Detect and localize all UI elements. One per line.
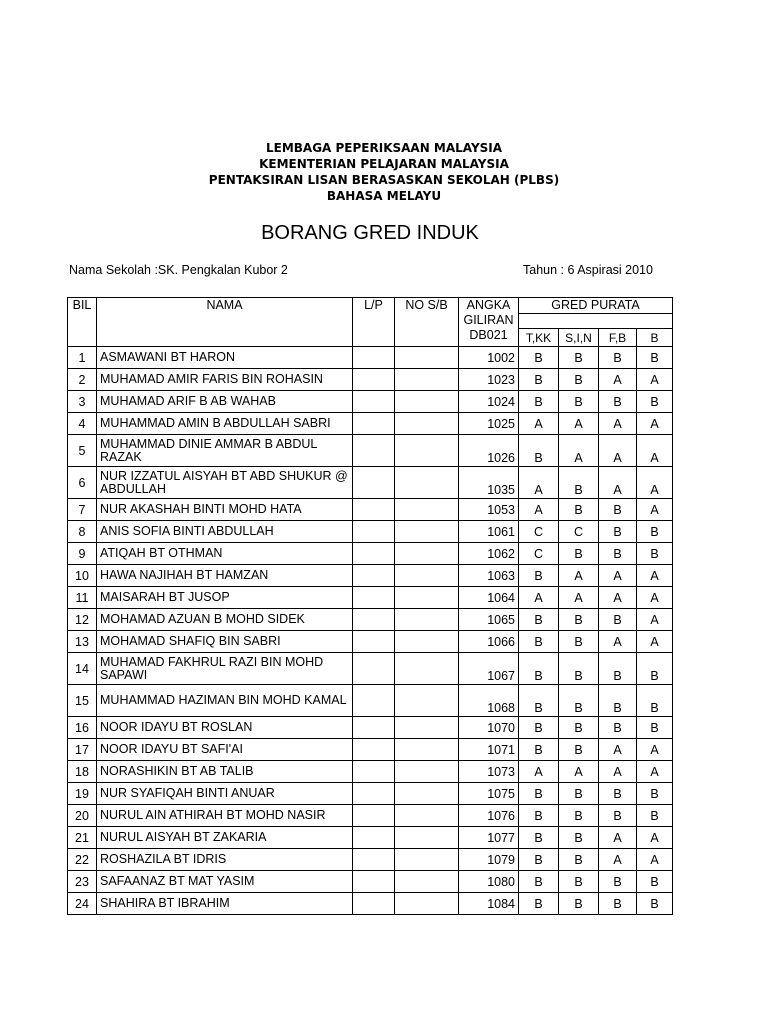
cell-angka: 1073 — [459, 761, 519, 783]
cell-nama: MUHAMAD ARIF B AB WAHAB — [97, 391, 353, 413]
cell-nama: ATIQAH BT OTHMAN — [97, 543, 353, 565]
cell-angka: 1024 — [459, 391, 519, 413]
col-header-nosb: NO S/B — [395, 298, 459, 347]
table-row — [68, 499, 673, 521]
cell-g2: B — [559, 827, 599, 849]
cell-g3: A — [599, 631, 637, 653]
cell-nama: NURUL AISYAH BT ZAKARIA — [97, 827, 353, 849]
cell-bil: 7 — [68, 499, 97, 521]
cell-nama: NUR IZZATUL AISYAH BT ABD SHUKUR @ ABDULLAH — [97, 467, 353, 499]
cell-angka: 1026 — [459, 435, 519, 467]
cell-g2: B — [559, 849, 599, 871]
cell-angka: 1079 — [459, 849, 519, 871]
cell-angka: 1053 — [459, 499, 519, 521]
cell-nosb — [395, 827, 459, 849]
cell-g1: B — [519, 717, 559, 739]
cell-g2: B — [559, 369, 599, 391]
cell-bil: 13 — [68, 631, 97, 653]
cell-g3: B — [599, 783, 637, 805]
cell-g2: B — [559, 499, 599, 521]
year-class-line: Tahun : 6 Aspirasi 2010 — [523, 263, 653, 277]
cell-bil: 8 — [68, 521, 97, 543]
cell-g2: B — [559, 609, 599, 631]
table-row — [68, 369, 673, 391]
cell-g2: A — [559, 761, 599, 783]
cell-nosb — [395, 761, 459, 783]
table-row — [68, 871, 673, 893]
cell-angka: 1067 — [459, 653, 519, 685]
table-row — [68, 783, 673, 805]
cell-g1: B — [519, 685, 559, 717]
table-row — [68, 717, 673, 739]
cell-g4: B — [637, 871, 673, 893]
cell-g3: B — [599, 609, 637, 631]
cell-g3: A — [599, 761, 637, 783]
cell-g1: B — [519, 565, 559, 587]
cell-lp — [353, 805, 395, 827]
cell-g3: B — [599, 543, 637, 565]
cell-nosb — [395, 467, 459, 499]
cell-bil: 12 — [68, 609, 97, 631]
cell-angka: 1063 — [459, 565, 519, 587]
cell-bil: 4 — [68, 413, 97, 435]
cell-angka: 1077 — [459, 827, 519, 849]
cell-bil: 24 — [68, 893, 97, 915]
cell-lp — [353, 413, 395, 435]
cell-g1: C — [519, 521, 559, 543]
cell-angka: 1080 — [459, 871, 519, 893]
cell-g1: B — [519, 435, 559, 467]
cell-nama: SAFAANAZ BT MAT YASIM — [97, 871, 353, 893]
cell-g1: B — [519, 893, 559, 915]
cell-g1: A — [519, 761, 559, 783]
col-header-nama: NAMA — [97, 298, 353, 347]
cell-nosb — [395, 783, 459, 805]
cell-g1: B — [519, 783, 559, 805]
cell-g4: A — [637, 413, 673, 435]
cell-nosb — [395, 609, 459, 631]
cell-g1: B — [519, 609, 559, 631]
col-header-b: B — [637, 329, 673, 347]
cell-nama: ANIS SOFIA BINTI ABDULLAH — [97, 521, 353, 543]
table-row — [68, 849, 673, 871]
angka-label: ANGKA — [466, 298, 511, 312]
cell-g1: A — [519, 467, 559, 499]
cell-g1: B — [519, 347, 559, 369]
table-header-row — [68, 298, 673, 314]
cell-nama: MOHAMAD SHAFIQ BIN SABRI — [97, 631, 353, 653]
cell-g3: B — [599, 893, 637, 915]
cell-g3: A — [599, 369, 637, 391]
cell-nama: ROSHAZILA BT IDRIS — [97, 849, 353, 871]
cell-g2: B — [559, 805, 599, 827]
cell-nosb — [395, 435, 459, 467]
cell-lp — [353, 739, 395, 761]
cell-g4: B — [637, 347, 673, 369]
cell-g4: A — [637, 631, 673, 653]
cell-angka: 1068 — [459, 685, 519, 717]
table-row — [68, 827, 673, 849]
cell-g3: B — [599, 347, 637, 369]
table-body — [68, 347, 673, 915]
cell-lp — [353, 467, 395, 499]
cell-g3: A — [599, 467, 637, 499]
cell-angka: 1084 — [459, 893, 519, 915]
cell-g3: A — [599, 739, 637, 761]
cell-g4: A — [637, 761, 673, 783]
cell-g4: A — [637, 467, 673, 499]
cell-g3: B — [599, 871, 637, 893]
table-row — [68, 521, 673, 543]
cell-angka: 1065 — [459, 609, 519, 631]
cell-nosb — [395, 391, 459, 413]
cell-g2: B — [559, 871, 599, 893]
cell-g2: B — [559, 893, 599, 915]
cell-g1: B — [519, 653, 559, 685]
cell-angka: 1076 — [459, 805, 519, 827]
cell-g2: B — [559, 739, 599, 761]
cell-nosb — [395, 631, 459, 653]
cell-lp — [353, 435, 395, 467]
cell-g4: A — [637, 849, 673, 871]
cell-bil: 14 — [68, 653, 97, 685]
cell-nosb — [395, 805, 459, 827]
cell-g1: B — [519, 871, 559, 893]
cell-g4: B — [637, 543, 673, 565]
table-row — [68, 391, 673, 413]
cell-g4: B — [637, 521, 673, 543]
cell-g4: B — [637, 717, 673, 739]
col-header-angka-giliran — [459, 298, 519, 347]
cell-g3: A — [599, 565, 637, 587]
cell-angka: 1070 — [459, 717, 519, 739]
cell-lp — [353, 543, 395, 565]
cell-angka: 1062 — [459, 543, 519, 565]
table-row — [68, 435, 673, 467]
col-header-sin: S,I,N — [559, 329, 599, 347]
table-row — [68, 467, 673, 499]
cell-nosb — [395, 685, 459, 717]
cell-g2: A — [559, 587, 599, 609]
cell-g2: B — [559, 653, 599, 685]
cell-g4: B — [637, 391, 673, 413]
col-header-fb: F,B — [599, 329, 637, 347]
cell-angka: 1066 — [459, 631, 519, 653]
cell-bil: 18 — [68, 761, 97, 783]
cell-lp — [353, 587, 395, 609]
table-row — [68, 653, 673, 685]
cell-lp — [353, 761, 395, 783]
cell-nama: MUHAMMAD DINIE AMMAR B ABDUL RAZAK — [97, 435, 353, 467]
cell-g1: B — [519, 369, 559, 391]
cell-bil: 3 — [68, 391, 97, 413]
cell-nosb — [395, 739, 459, 761]
cell-nama: NOOR IDAYU BT SAFI'AI — [97, 739, 353, 761]
cell-bil: 1 — [68, 347, 97, 369]
cell-g1: B — [519, 805, 559, 827]
col-header-lp: L/P — [353, 298, 395, 347]
cell-lp — [353, 499, 395, 521]
header-line-2: KEMENTERIAN PELAJARAN MALAYSIA — [259, 157, 509, 171]
cell-bil: 21 — [68, 827, 97, 849]
cell-nama: NOOR IDAYU BT ROSLAN — [97, 717, 353, 739]
cell-g3: B — [599, 499, 637, 521]
grade-table — [67, 297, 673, 915]
cell-g1: B — [519, 631, 559, 653]
cell-g2: B — [559, 685, 599, 717]
cell-g4: B — [637, 893, 673, 915]
cell-bil: 20 — [68, 805, 97, 827]
cell-g1: B — [519, 739, 559, 761]
cell-nosb — [395, 587, 459, 609]
cell-lp — [353, 685, 395, 717]
document-header — [0, 140, 768, 204]
table-row — [68, 565, 673, 587]
table-row — [68, 609, 673, 631]
cell-lp — [353, 893, 395, 915]
cell-g2: B — [559, 347, 599, 369]
cell-angka: 1023 — [459, 369, 519, 391]
cell-g3: B — [599, 685, 637, 717]
cell-lp — [353, 871, 395, 893]
cell-lp — [353, 653, 395, 685]
cell-g1: B — [519, 827, 559, 849]
cell-g4: B — [637, 685, 673, 717]
cell-g4: B — [637, 653, 673, 685]
cell-g2: A — [559, 435, 599, 467]
school-name-line: Nama Sekolah :SK. Pengkalan Kubor 2 — [69, 263, 288, 277]
cell-bil: 6 — [68, 467, 97, 499]
cell-g2: B — [559, 543, 599, 565]
cell-g4: A — [637, 565, 673, 587]
cell-lp — [353, 783, 395, 805]
table-row — [68, 761, 673, 783]
table-row — [68, 631, 673, 653]
cell-nama: MUHAMAD FAKHRUL RAZI BIN MOHD SAPAWI — [97, 653, 353, 685]
cell-angka: 1061 — [459, 521, 519, 543]
header-line-3: PENTAKSIRAN LISAN BERASASKAN SEKOLAH (PLBS) — [208, 173, 560, 187]
cell-g3: B — [599, 521, 637, 543]
cell-g3: B — [599, 653, 637, 685]
cell-bil: 23 — [68, 871, 97, 893]
cell-g1: A — [519, 499, 559, 521]
cell-nosb — [395, 369, 459, 391]
cell-nosb — [395, 849, 459, 871]
cell-g2: B — [559, 783, 599, 805]
cell-g4: A — [637, 369, 673, 391]
cell-g4: A — [637, 609, 673, 631]
cell-angka: 1025 — [459, 413, 519, 435]
cell-bil: 5 — [68, 435, 97, 467]
cell-nama: NUR AKASHAH BINTI MOHD HATA — [97, 499, 353, 521]
cell-g1: B — [519, 849, 559, 871]
table-row — [68, 805, 673, 827]
cell-nama: NORASHIKIN BT AB TALIB — [97, 761, 353, 783]
cell-nosb — [395, 893, 459, 915]
cell-g4: A — [637, 587, 673, 609]
cell-g3: A — [599, 849, 637, 871]
cell-nosb — [395, 543, 459, 565]
cell-g2: B — [559, 467, 599, 499]
cell-g3: A — [599, 413, 637, 435]
cell-g3: B — [599, 717, 637, 739]
cell-lp — [353, 717, 395, 739]
cell-angka: 1035 — [459, 467, 519, 499]
cell-nama: NURUL AIN ATHIRAH BT MOHD NASIR — [97, 805, 353, 827]
cell-nama: HAWA NAJIHAH BT HAMZAN — [97, 565, 353, 587]
table-row — [68, 739, 673, 761]
cell-g3: A — [599, 435, 637, 467]
cell-nosb — [395, 413, 459, 435]
cell-g2: B — [559, 391, 599, 413]
cell-g3: B — [599, 391, 637, 413]
cell-lp — [353, 391, 395, 413]
cell-g4: B — [637, 805, 673, 827]
cell-g4: A — [637, 827, 673, 849]
db021-label: DB021 — [469, 328, 508, 342]
header-line-1: LEMBAGA PEPERIKSAAN MALAYSIA — [265, 141, 503, 155]
cell-bil: 22 — [68, 849, 97, 871]
gred-blank-row — [519, 314, 673, 329]
cell-g1: B — [519, 391, 559, 413]
cell-nama: MUHAMMAD HAZIMAN BIN MOHD KAMAL — [97, 685, 353, 717]
cell-lp — [353, 369, 395, 391]
cell-lp — [353, 565, 395, 587]
cell-nama: MUHAMMAD AMIN B ABDULLAH SABRI — [97, 413, 353, 435]
col-header-gred-purata: GRED PURATA — [519, 298, 673, 314]
cell-lp — [353, 521, 395, 543]
cell-nosb — [395, 717, 459, 739]
cell-nama: SHAHIRA BT IBRAHIM — [97, 893, 353, 915]
table-row — [68, 685, 673, 717]
cell-bil: 11 — [68, 587, 97, 609]
header-line-4: BAHASA MELAYU — [326, 189, 442, 203]
table-row — [68, 413, 673, 435]
cell-bil: 15 — [68, 685, 97, 717]
cell-bil: 17 — [68, 739, 97, 761]
cell-nama: MAISARAH BT JUSOP — [97, 587, 353, 609]
col-header-bil: BIL — [68, 298, 97, 347]
cell-g4: B — [637, 783, 673, 805]
cell-nosb — [395, 653, 459, 685]
cell-lp — [353, 347, 395, 369]
cell-g2: C — [559, 521, 599, 543]
cell-g2: A — [559, 413, 599, 435]
table-row — [68, 587, 673, 609]
cell-nosb — [395, 347, 459, 369]
cell-g1: C — [519, 543, 559, 565]
cell-g2: A — [559, 565, 599, 587]
cell-nama: MUHAMAD AMIR FARIS BIN ROHASIN — [97, 369, 353, 391]
cell-nosb — [395, 565, 459, 587]
cell-nosb — [395, 871, 459, 893]
table-row — [68, 543, 673, 565]
cell-nama: ASMAWANI BT HARON — [97, 347, 353, 369]
cell-lp — [353, 849, 395, 871]
cell-g3: B — [599, 805, 637, 827]
table-row — [68, 347, 673, 369]
cell-g4: A — [637, 739, 673, 761]
cell-bil: 2 — [68, 369, 97, 391]
cell-angka: 1075 — [459, 783, 519, 805]
cell-nama: NUR SYAFIQAH BINTI ANUAR — [97, 783, 353, 805]
table-row — [68, 893, 673, 915]
cell-lp — [353, 827, 395, 849]
cell-g3: A — [599, 587, 637, 609]
giliran-label: GILIRAN — [463, 313, 514, 327]
cell-bil: 19 — [68, 783, 97, 805]
cell-g2: B — [559, 717, 599, 739]
cell-lp — [353, 631, 395, 653]
cell-bil: 9 — [68, 543, 97, 565]
form-title: BORANG GRED INDUK — [261, 222, 479, 244]
cell-bil: 10 — [68, 565, 97, 587]
cell-g4: A — [637, 435, 673, 467]
cell-g3: A — [599, 827, 637, 849]
cell-g1: A — [519, 587, 559, 609]
cell-nama: MOHAMAD AZUAN B MOHD SIDEK — [97, 609, 353, 631]
cell-angka: 1064 — [459, 587, 519, 609]
cell-g2: B — [559, 631, 599, 653]
col-header-tkk: T,KK — [519, 329, 559, 347]
cell-angka: 1002 — [459, 347, 519, 369]
cell-g1: A — [519, 413, 559, 435]
cell-angka: 1071 — [459, 739, 519, 761]
cell-bil: 16 — [68, 717, 97, 739]
cell-lp — [353, 609, 395, 631]
cell-nosb — [395, 499, 459, 521]
cell-g4: A — [637, 499, 673, 521]
cell-nosb — [395, 521, 459, 543]
